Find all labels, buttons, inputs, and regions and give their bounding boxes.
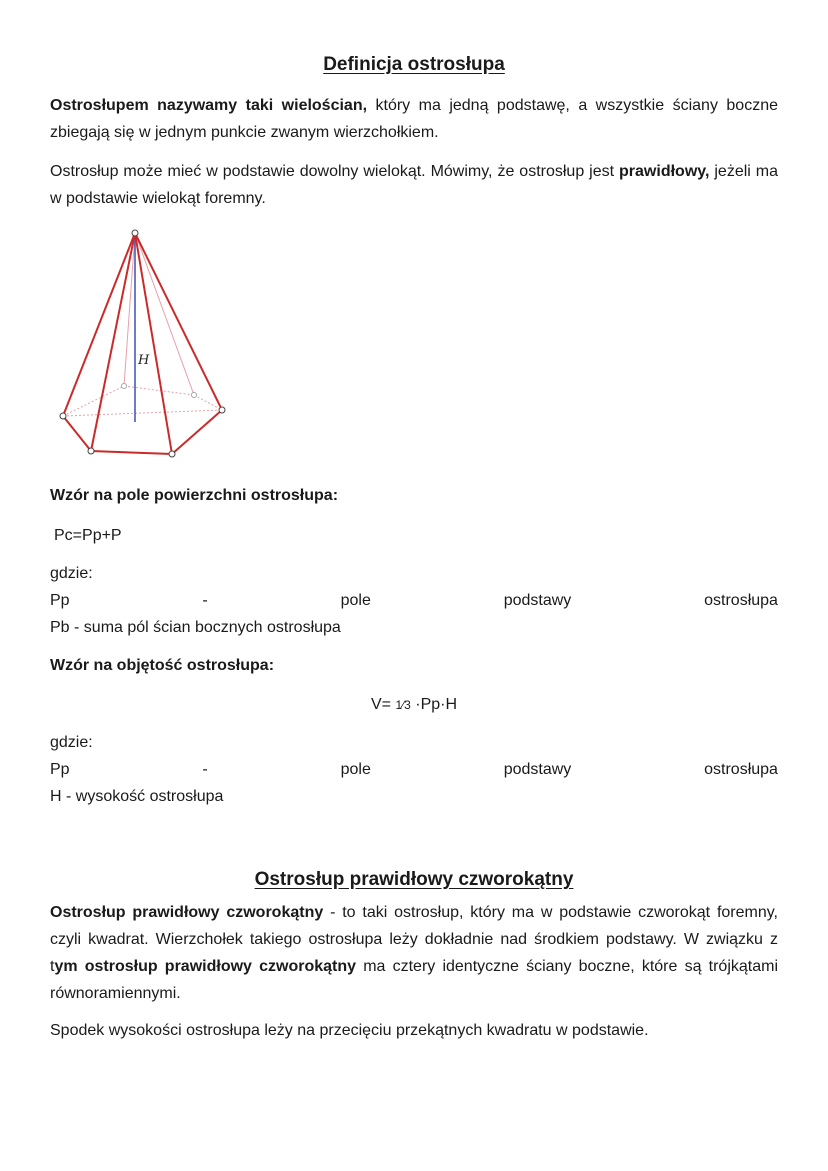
regular-text-end: jeżeli ma w podstawie wielokąt foremny. [50, 163, 779, 207]
hidden-base-edges [63, 386, 222, 416]
square-pyramid-paragraph [50, 899, 778, 1007]
square-bold-2: ym ostrosłup prawidłowy czworokątny [54, 958, 357, 975]
height-label: H [138, 353, 150, 368]
volume-pp-row [50, 761, 778, 779]
visible-edges [63, 233, 222, 454]
area-heading: Wzór na pole powierzchni ostrosłupa: [50, 487, 339, 504]
foot-of-height-paragraph: Spodek wysokości ostrosłupa leży na przecięciu przekątnych kwadratu w podstawie. [50, 1022, 649, 1039]
dash: - [202, 592, 208, 609]
volume-gdzie: gdzie: [50, 734, 93, 751]
area-formula: Pc=Pp+P [54, 527, 122, 544]
section-title-square-pyramid: Ostrosłup prawidłowy czworokątny [254, 869, 574, 890]
regular-bold: prawidłowy, [619, 163, 710, 180]
pyramid-figure [55, 226, 235, 460]
vertex-points [60, 230, 225, 457]
volume-h-line: H - wysokość ostrosłupa [50, 788, 224, 805]
regular-paragraph [50, 158, 778, 212]
volume-heading: Wzór na objętość ostrosłupa: [50, 657, 275, 674]
word-podstawy: podstawy [503, 592, 572, 609]
pp-symbol: Pp [50, 761, 70, 778]
area-gdzie: gdzie: [50, 565, 93, 582]
square-bold-1: Ostrosłup prawidłowy czworokątny [50, 904, 324, 921]
fraction-one-third: 1⁄3 [395, 698, 411, 712]
dash: - [202, 761, 208, 778]
area-pp-row [50, 592, 778, 610]
pp-symbol: Pp [50, 592, 70, 609]
area-pb-line: Pb - suma pól ścian bocznych ostrosłupa [50, 619, 341, 636]
square-text-mid: - to taki ostrosłup, który ma w podstawie czworokąt foremny, czyli kwadrat. Wierzchołek takiego ostrosłupa leży dokładnie nad środkiem podstawy. W związku z t [50, 904, 778, 975]
definition-paragraph [50, 92, 778, 146]
word-ostroslupa: ostrosłupa [704, 592, 778, 609]
regular-text-start: Ostrosłup może mieć w podstawie dowolny wielokąt. Mówimy, że ostrosłup jest [50, 163, 620, 180]
word-pole: pole [340, 592, 371, 609]
section-title-definition: Definicja ostrosłupa [323, 54, 505, 75]
definition-bold: Ostrosłupem nazywamy taki wielościan, [50, 97, 368, 114]
word-podstawy: podstawy [503, 761, 572, 778]
volume-formula: V= 1⁄3 ·Pp·H [370, 696, 458, 713]
definition-text: który ma jedną podstawę, a wszystkie ściany boczne zbiegają się w jednym punkcie zwanym wierzchołkiem. [50, 97, 779, 141]
word-pole: pole [340, 761, 371, 778]
word-ostroslupa: ostrosłupa [704, 761, 778, 778]
square-text-end: ma cztery identyczne ściany boczne, które są trójkątami równoramiennymi. [50, 958, 779, 1002]
